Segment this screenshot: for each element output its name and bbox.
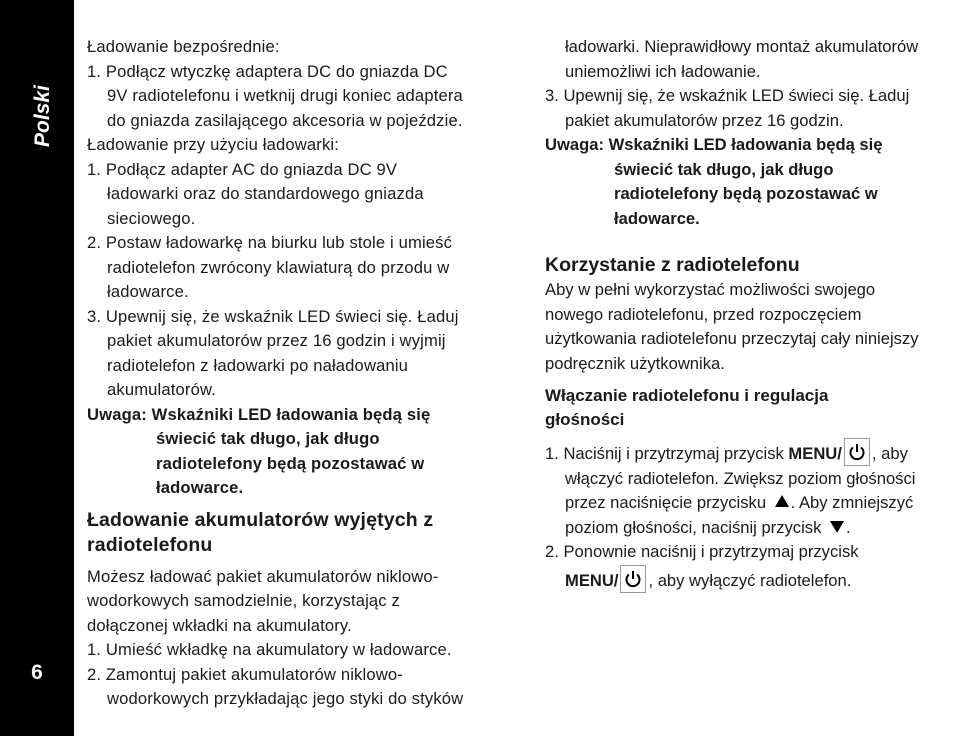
charger-charging-title: Ładowanie przy użyciu ładowarki: — [87, 135, 339, 154]
section-body-line-2: wodorkowych samodzielnie, korzystając z — [87, 591, 400, 610]
right-note-line-4: ładowarce. — [614, 208, 700, 228]
using-body-line-2: nowego radiotelefonu, przed rozpoczęciem — [545, 304, 862, 324]
power-step-1-line-2: włączyć radiotelefon. Zwiększ poziom głośności — [565, 468, 916, 488]
direct-step-1-line-2: 9V radiotelefonu i wetknij drugi koniec adaptera — [107, 86, 463, 105]
note-line-1: Uwaga: Wskaźniki LED ładowania będą się — [87, 404, 431, 424]
charger-step-2-line-2: radiotelefon zwrócony klawiaturą do przodu w — [107, 257, 450, 277]
note-line-4: ładowarce. — [156, 478, 244, 497]
charger-step-2-line-1: 2. Postaw ładowarkę na biurku lub stole i umieść — [87, 233, 453, 252]
power-title-line-2: głośności — [545, 410, 625, 429]
power-step-2-line-2: MENU/ , aby wyłączyć radiotelefon. — [545, 565, 957, 594]
direct-step-1-line-1: 1. Podłącz wtyczkę adaptera DC do gniazda DC — [87, 61, 448, 81]
power-step-1-line-3: przez naciśnięcie przycisku . Aby zmniejszyć — [565, 493, 914, 512]
direct-step-1-line-3: do gniazda zasilającego akcesoria w pojeździe. — [107, 110, 463, 130]
battery-step-2-line-2: wodorkowych przykładając jego styki do styków — [107, 689, 464, 708]
using-body-line-3: użytkowania radiotelefonu przeczytaj cały niniejszy — [545, 329, 919, 348]
using-body-line-4: podręcznik użytkownika. — [545, 353, 725, 373]
section-body-line-3: dołączonej wkładki na akumulatory. — [87, 615, 352, 635]
right-note-line-3: radiotelefony będą pozostawać w — [614, 184, 878, 203]
volume-down-icon — [830, 521, 844, 533]
cont-line-2: uniemożliwi ich ładowanie. — [565, 61, 761, 81]
charger-step-2-line-3: ładowarce. — [107, 282, 189, 301]
charger-step-1-line-1: 1. Podłącz adapter AC do gniazda DC 9V — [87, 159, 398, 179]
charger-step-3-line-4: akumulatorów. — [107, 380, 216, 399]
power-step-1-line-1: 1. Naciśnij i przytrzymaj przycisk MENU/ , aby — [545, 438, 957, 467]
direct-charging-title: Ładowanie bezpośrednie: — [87, 37, 280, 56]
menu-key-label-2: MENU/ — [565, 570, 619, 590]
right-step-3-line-1: 3. Upewnij się, że wskaźnik LED świeci się. Ładuj — [545, 86, 910, 105]
volume-up-icon — [775, 495, 789, 507]
charger-step-3-line-1: 3. Upewnij się, że wskaźnik LED świeci się. Ładuj — [87, 306, 459, 326]
power-step-2-line-1: 2. Ponownie naciśnij i przytrzymaj przycisk — [545, 542, 859, 561]
power-title-line-1: Włączanie radiotelefonu i regulacja — [545, 386, 829, 405]
language-label: Polski — [31, 85, 54, 147]
note-line-2: świecić tak długo, jak długo — [156, 429, 380, 448]
page-number: 6 — [31, 661, 43, 684]
battery-step-1: 1. Umieść wkładkę na akumulatory w ładowarce. — [87, 640, 452, 659]
right-note-line-1: Uwaga: Wskaźniki LED ładowania będą się — [545, 135, 883, 154]
menu-key-label: MENU/ — [788, 444, 842, 463]
note-line-3: radiotelefony będą pozostawać w — [156, 453, 425, 473]
sidebar — [0, 0, 74, 736]
section-title-line-1: Ładowanie akumulatorów wyjętych z — [87, 508, 434, 531]
power-icon — [620, 565, 646, 593]
using-body-line-1: Aby w pełni wykorzystać możliwości swojego — [545, 280, 876, 299]
charger-step-1-line-2: ładowarki oraz do standardowego gniazda — [107, 184, 424, 203]
cont-line-1: ładowarki. Nieprawidłowy montaż akumulatorów — [565, 37, 919, 56]
using-radio-title: Korzystanie z radiotelefonu — [545, 254, 800, 276]
charger-step-3-line-3: radiotelefon z ładowarki po naładowaniu — [107, 355, 409, 375]
power-icon — [844, 438, 870, 466]
right-note-line-2: świecić tak długo, jak długo — [614, 159, 834, 179]
charger-step-1-line-3: sieciowego. — [107, 208, 196, 228]
section-body-line-1: Możesz ładować pakiet akumulatorów niklowo- — [87, 566, 439, 586]
right-step-3-line-2: pakiet akumulatorów przez 16 godzin. — [565, 110, 844, 130]
right-column — [545, 35, 957, 593]
charger-step-3-line-2: pakiet akumulatorów przez 16 godzin i wyjmij — [107, 331, 446, 350]
battery-step-2-line-1: 2. Zamontuj pakiet akumulatorów niklowo- — [87, 664, 403, 684]
power-step-1-line-4: poziom głośności, naciśnij przycisk . — [565, 517, 851, 537]
section-title-line-2: radiotelefonu — [87, 533, 213, 556]
left-column — [87, 35, 505, 712]
